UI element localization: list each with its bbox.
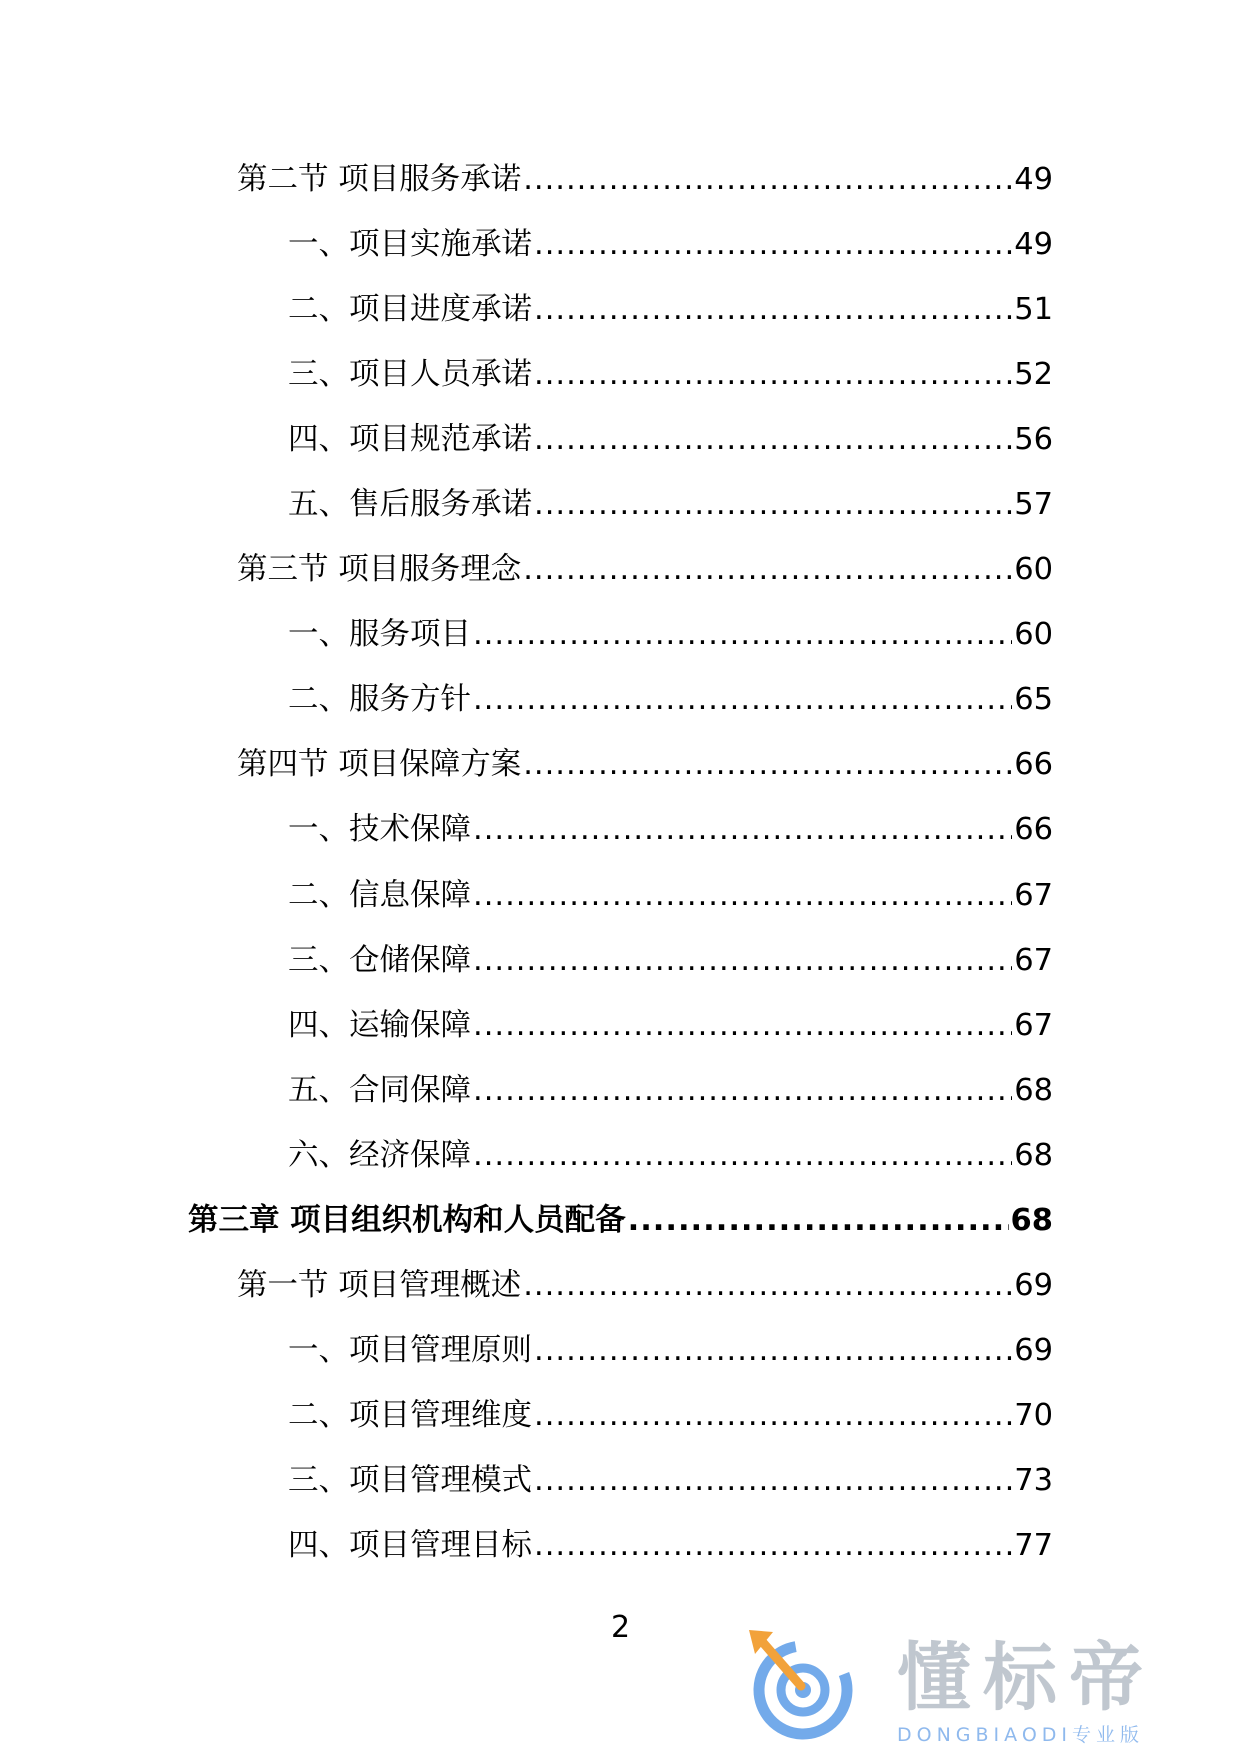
toc-entry-page: 66 [1014, 812, 1053, 848]
toc-entry[interactable] [0, 550, 1241, 615]
toc-entry-title: 五、售后服务承诺 [288, 487, 532, 523]
toc-entry-row [0, 615, 1241, 655]
toc-entry-row [0, 680, 1241, 720]
toc-entry-page: 52 [1014, 357, 1053, 393]
toc-entry-title: 五、合同保障 [288, 1072, 471, 1108]
toc-entry[interactable] [0, 1266, 1241, 1331]
toc-entry[interactable] [0, 1526, 1241, 1591]
toc-entry-row [0, 876, 1241, 916]
toc-entry-row [0, 1071, 1241, 1111]
toc-entry-row [0, 550, 1241, 590]
toc-entry-title: 四、项目管理目标 [288, 1527, 532, 1563]
watermark [745, 1628, 1225, 1748]
toc-entry-row [0, 160, 1241, 200]
toc-entry-page: 65 [1014, 682, 1053, 718]
toc-entry-title: 二、项目进度承诺 [288, 292, 532, 328]
toc-dot-leader [534, 225, 1012, 265]
toc-entry[interactable] [0, 745, 1241, 810]
toc-entry-page: 67 [1014, 942, 1053, 978]
toc-entry-row [0, 810, 1241, 850]
toc-entry[interactable] [0, 1006, 1241, 1071]
toc-entry-title: 三、项目管理模式 [288, 1462, 532, 1498]
toc-dot-leader [534, 355, 1012, 395]
toc-dot-leader [534, 1526, 1012, 1566]
toc-entry-title: 一、服务项目 [288, 617, 471, 653]
toc-entry[interactable] [0, 1071, 1241, 1136]
toc-dot-leader [473, 615, 1012, 655]
toc-entry-row [0, 941, 1241, 981]
toc-entry-row [0, 420, 1241, 460]
toc-dot-leader [534, 1331, 1012, 1371]
toc-entry-page: 60 [1014, 552, 1053, 588]
toc-entry-page: 60 [1014, 617, 1053, 653]
toc-dot-leader [628, 1201, 1009, 1241]
toc-dot-leader [534, 420, 1012, 460]
table-of-contents [0, 160, 1241, 1591]
toc-entry-title: 一、技术保障 [288, 812, 471, 848]
toc-entry[interactable] [0, 615, 1241, 680]
toc-entry-row [0, 1201, 1241, 1241]
toc-dot-leader [523, 745, 1012, 785]
toc-entry-row [0, 290, 1241, 330]
toc-dot-leader [473, 1136, 1012, 1176]
toc-entry-page: 51 [1014, 292, 1053, 328]
toc-entry[interactable] [0, 420, 1241, 485]
toc-dot-leader [473, 876, 1012, 916]
toc-entry-row [0, 1331, 1241, 1371]
toc-entry-page: 67 [1014, 877, 1053, 913]
toc-dot-leader [523, 550, 1012, 590]
toc-entry-title: 三、仓储保障 [288, 942, 471, 978]
toc-entry-title: 二、信息保障 [288, 877, 471, 913]
toc-dot-leader [534, 1396, 1012, 1436]
toc-entry-page: 73 [1014, 1462, 1053, 1498]
toc-entry[interactable] [0, 1396, 1241, 1461]
toc-dot-leader [473, 680, 1012, 720]
toc-entry-title: 第四节 项目保障方案 [237, 747, 522, 783]
toc-entry-row [0, 1266, 1241, 1306]
toc-entry-row [0, 745, 1241, 785]
toc-entry[interactable] [0, 1201, 1241, 1266]
toc-entry-title: 第二节 项目服务承诺 [237, 162, 522, 197]
toc-entry[interactable] [0, 160, 1241, 225]
toc-dot-leader [534, 485, 1012, 525]
toc-entry-row [0, 1136, 1241, 1176]
target-arrow-logo-icon [745, 1628, 865, 1746]
toc-entry-title: 四、运输保障 [288, 1007, 471, 1043]
toc-entry-page: 68 [1014, 1137, 1053, 1173]
watermark-subtitle: DONGBIAODI专业版 [897, 1724, 1145, 1746]
toc-entry[interactable] [0, 1136, 1241, 1201]
toc-entry-page: 69 [1014, 1267, 1053, 1303]
toc-entry-row [0, 1396, 1241, 1436]
toc-entry-row [0, 355, 1241, 395]
page-number: 2 [610, 1610, 631, 1645]
toc-entry-page: 49 [1014, 227, 1053, 263]
toc-entry-row [0, 1461, 1241, 1501]
toc-entry-title: 二、项目管理维度 [288, 1397, 532, 1433]
toc-entry-row [0, 1526, 1241, 1566]
toc-entry-title: 第一节 项目管理概述 [237, 1267, 522, 1303]
toc-entry[interactable] [0, 680, 1241, 745]
toc-entry-row [0, 485, 1241, 525]
toc-entry-page: 56 [1014, 422, 1053, 458]
toc-dot-leader [523, 160, 1012, 200]
toc-dot-leader [473, 1006, 1012, 1046]
toc-entry-page: 49 [1014, 162, 1053, 197]
toc-dot-leader [523, 1266, 1012, 1306]
toc-entry-title: 第三章 项目组织机构和人员配备 [188, 1202, 626, 1238]
toc-dot-leader [534, 290, 1012, 330]
toc-entry-page: 77 [1014, 1527, 1053, 1563]
toc-entry-row [0, 225, 1241, 265]
toc-entry-page: 66 [1014, 747, 1053, 783]
toc-entry-page: 70 [1014, 1397, 1053, 1433]
toc-entry[interactable] [0, 876, 1241, 941]
toc-entry-title: 第三节 项目服务理念 [237, 552, 522, 588]
toc-entry[interactable] [0, 810, 1241, 875]
toc-entry-page: 69 [1014, 1332, 1053, 1368]
watermark-brand: 懂标帝 [897, 1635, 1155, 1721]
toc-entry-page: 68 [1014, 1072, 1053, 1108]
toc-entry-row [0, 1006, 1241, 1046]
toc-entry[interactable] [0, 1461, 1241, 1526]
toc-entry[interactable] [0, 355, 1241, 420]
toc-entry-page: 68 [1010, 1202, 1053, 1238]
toc-entry[interactable] [0, 290, 1241, 355]
toc-entry[interactable] [0, 485, 1241, 550]
toc-entry-title: 六、经济保障 [288, 1137, 471, 1173]
toc-entry-title: 一、项目实施承诺 [288, 227, 532, 263]
toc-entry-title: 二、服务方针 [288, 682, 471, 718]
toc-entry-title: 四、项目规范承诺 [288, 422, 532, 458]
toc-entry[interactable] [0, 225, 1241, 290]
toc-dot-leader [473, 810, 1012, 850]
toc-entry-title: 三、项目人员承诺 [288, 357, 532, 393]
toc-entry[interactable] [0, 941, 1241, 1006]
toc-entry-page: 57 [1014, 487, 1053, 523]
toc-dot-leader [534, 1461, 1012, 1501]
toc-entry-title: 一、项目管理原则 [288, 1332, 532, 1368]
toc-entry[interactable] [0, 1331, 1241, 1396]
toc-entry-page: 67 [1014, 1007, 1053, 1043]
toc-dot-leader [473, 1071, 1012, 1111]
toc-dot-leader [473, 941, 1012, 981]
